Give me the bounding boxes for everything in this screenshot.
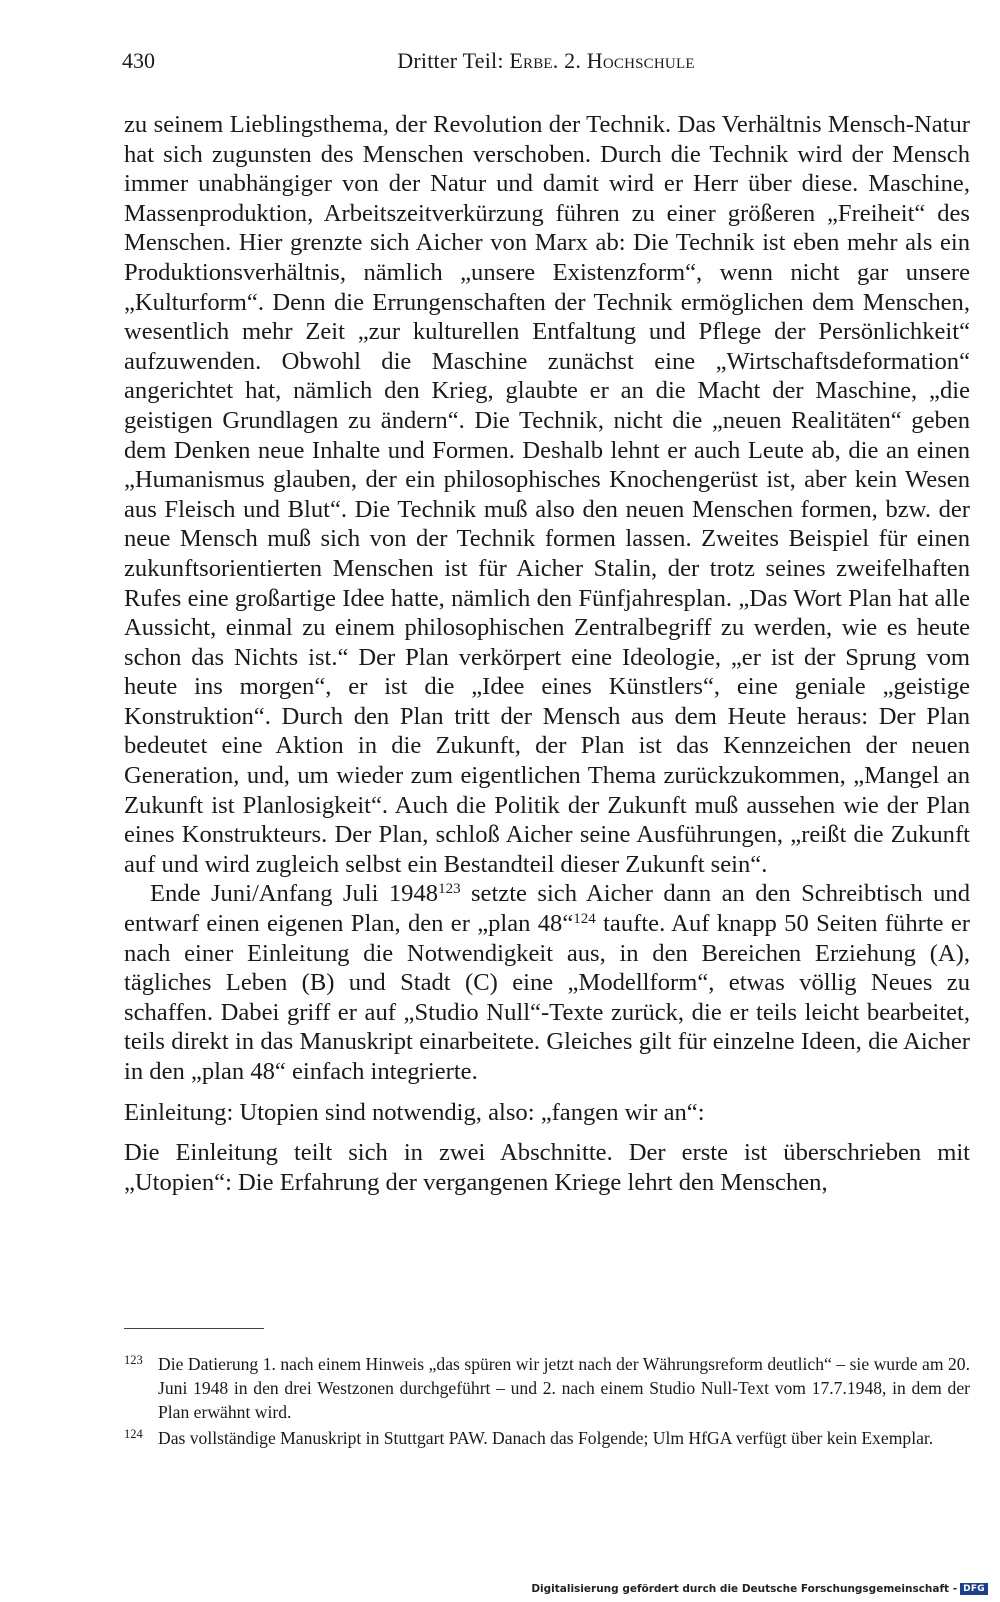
running-head-erbe: Erbe	[509, 48, 553, 73]
section-heading: Einleitung: Utopien sind notwendig, also: „fangen wir an“:	[124, 1098, 705, 1126]
footnote-124	[124, 1426, 970, 1450]
footnote-text: Die Datierung 1. nach einem Hinweis „das spüren wir jetzt nach der Währungsreform deutlich“ – sie wurde am 20. Juni 1948 in den drei Westzonen durchgeführt – und 2. nach einem Studio Null-Text vom 17.7.1948, in dem der Plan erwähnt wird.	[158, 1354, 970, 1422]
running-head-sep: . 2.	[552, 48, 587, 73]
running-head	[122, 48, 970, 74]
body-text	[124, 110, 970, 1197]
paragraph-2	[124, 879, 970, 1086]
running-head-hochschule: Hochschule	[586, 48, 695, 73]
paragraph-2-part-c: taufte. Auf knapp 50 Seiten führte er nach einer Einleitung die Notwendigkeit aus, in den Bereichen Erziehung (A), tägliches Leben (B) und Stadt (C) eine „Modellform“, etwas völlig Neues zu schaffen. Dabei griff er auf „Studio Null“-Texte zurück, die er teils leicht bearbeitet, teils direkt in das Manuskript einarbeitete. Gleiches gilt für einzelne Ideen, die Aicher in den „plan 48“ einfach integrierte.	[124, 910, 970, 1085]
footnote-123	[124, 1352, 970, 1424]
paragraph-3: Die Einleitung teilt sich in zwei Abschnitte. Der erste ist überschrieben mit „Utopien“: Die Erfahrung der vergangenen Kriege lehrt den Menschen,	[124, 1139, 970, 1196]
credit-text: Digitalisierung gefördert durch die Deutsche Forschungsgemeinschaft -	[531, 1583, 958, 1595]
footnote-number: 124	[124, 1427, 143, 1441]
page-number: 430	[122, 48, 155, 73]
paragraph-1: zu seinem Lieblingsthema, der Revolution der Technik. Das Verhältnis Mensch-Natur hat sich zugunsten des Menschen verschoben. Durch die Technik wird der Mensch immer unabhängiger von der Natur und damit wird er Herr über diese. Maschine, Massenproduktion, Arbeitszeitverkürzung führen zu einer größeren „Freiheit“ des Menschen. Hier grenzte sich Aicher von Marx ab: Die Technik ist eben mehr als ein Produktionsverhältnis, nämlich „unsere Existenzform“, wenn nicht gar unsere „Kulturform“. Denn die Errungenschaften der Technik ermöglichen dem Menschen, wesentlich mehr Zeit „zur kulturellen Entfaltung und Pflege der Persönlichkeit“ aufzuwenden. Obwohl die Maschine zunächst eine „Wirtschaftsdeformation“ angerichtet hat, nämlich den Krieg, glaubte er an die Macht der Maschine, „die geistigen Grundlagen zu ändern“. Die Technik, nicht die „neuen Realitäten“ geben dem Denken neue Inhalte und Formen. Deshalb lehnt er auch Leute ab, die an einen „Humanismus glauben, der ein philosophisches Knochengerüst ist, aber kein Wesen aus Fleisch und Blut“. Die Technik muß also den neuen Menschen formen, bzw. der neue Mensch muß sich von der Technik formen lassen. Zweites Beispiel für einen zukunftsorientierten Menschen ist für Aicher Stalin, der trotz seines zweifelhaften Rufes eine großartige Idee hatte, nämlich den Fünfjahresplan. „Das Wort Plan hat alle Aussicht, einmal zu einem philosophischen Zentralbegriff zu werden, wie es heute schon das Nichts ist.“ Der Plan verkörpert eine Ideologie, „er ist der Sprung vom heute ins morgen“, er ist die „Idee eines Künstlers“, eine geniale „geistige Konstruktion“. Durch den Plan tritt der Mensch aus dem Heute heraus: Der Plan bedeutet eine Aktion in die Zukunft, der Plan ist das Kennzeichen der neuen Generation, und, um wieder zum eigentlichen Thema zurückzukommen, „Mangel an Zukunft ist Planlosigkeit“. Auch die Politik der Zukunft muß aussehen wie der Plan eines Konstrukteurs. Der Plan, schloß Aicher seine Ausführungen, „reißt die Zukunft auf und wird zugleich selbst ein Bestandteil dieser Zukunft sein“.	[124, 111, 970, 878]
paragraph-2-part-a: Ende Juni/Anfang Juli 1948	[150, 880, 439, 908]
footnote-ref-124[interactable]: 124	[573, 911, 596, 928]
footnote-text: Das vollständige Manuskript in Stuttgart PAW. Danach das Folgende; Ulm HfGA verfügt über kein Exemplar.	[158, 1428, 934, 1448]
dfg-logo: DFG	[960, 1583, 988, 1595]
paragraph-2-part-b: setzte sich Aicher dann an den Schreibtisch und entwarf einen eigenen Plan, den er „plan 48“	[124, 880, 970, 938]
running-header	[122, 48, 970, 82]
running-head-part: Dritter Teil:	[397, 48, 510, 73]
footnote-number: 123	[124, 1353, 143, 1367]
footnotes	[124, 1352, 970, 1452]
footnote-divider	[124, 1328, 264, 1329]
footnote-ref-123[interactable]: 123	[438, 881, 461, 898]
digitization-credit	[531, 1583, 988, 1595]
